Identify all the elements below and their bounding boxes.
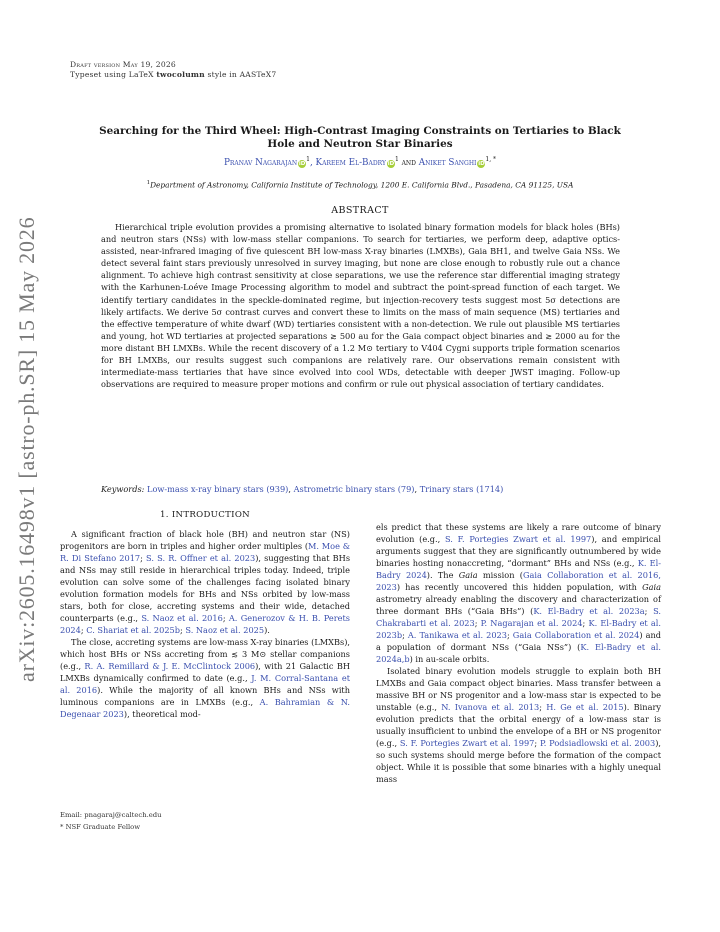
text-run: ). While the majority of all known BHs and NSs with luminous companions are in LMXBs (e.g., (60, 685, 350, 707)
text-run: ; (140, 553, 147, 563)
draft-version-line: Draft version May 19, 2026 (70, 60, 176, 69)
author-3[interactable]: Aniket Sanghi (418, 157, 477, 168)
keyword-separator: , (414, 484, 420, 494)
paragraph (60, 528, 350, 636)
typeset-style: twocolumn (156, 70, 205, 79)
text-run: ), theoretical mod- (123, 709, 201, 719)
right-column (376, 521, 661, 785)
citation-link[interactable]: S. F. Portegies Zwart et al. 1997 (444, 534, 592, 544)
text-run: ; (222, 613, 229, 623)
citation-link[interactable]: Gaia Collaboration et al. 2024 (512, 630, 640, 640)
author-list: Pranav Nagarajan $iD^1$, Kareem El-Badry $iD^1$ and Aniket Sanghi $iD^{1, *}$ (223, 156, 497, 168)
text-run: ; (582, 618, 589, 628)
paper-title: Searching for the Third Wheel: High-Contrast Imaging Constraints on Tertiaries to Black Hole and Neutron Star Binaries (99, 125, 621, 150)
author-2[interactable]: Kareem El-Badry (315, 157, 386, 168)
citation-link[interactable]: M. Moe & R. Di Stefano 2017 (60, 541, 351, 563)
typeset-suffix: style in AASTeX7 (204, 70, 277, 79)
footnote-marker: * (60, 822, 64, 831)
citation-link[interactable]: K. El-Badry et al. 2023b (376, 618, 661, 640)
citation-link[interactable]: R. A. Remillard & J. E. McClintock 2006 (84, 661, 256, 671)
left-column (60, 528, 350, 720)
footnote-email: Email: pnagaraj@caltech.edu (60, 811, 162, 819)
affiliation-text: Department of Astronomy, California Institute of Technology, 1200 E. California Blvd., Pasadena, CA 91125, USA (150, 180, 574, 190)
text-run: mission ( (477, 570, 523, 580)
abstract-body: Hierarchical triple evolution provides a promising alternative to isolated binary formation models for black holes (BHs) and neutron stars (NSs) with low-mass stellar companions. To search for tertiaries, we perform deep, adaptive optics-assisted, near-infrared imaging of five quiescent BH low-mass X-ray binaries (LMXBs), Gaia BH1, and twelve Gaia NSs. We detect several faint stars previously unresolved in survey imaging, but none are close enough to robustly rule out a chance alignment. To achieve high contrast sensitivity at close separations, we use the reference star differential imaging strategy with the Karhunen-Loéve Image Processing algorithm to model and subtract the point-spread function of each target. We identify tertiary candidates in the speckle-dominated regime, but injection-recovery tests suggest most 5σ detections are likely artifacts. We derive 5σ contrast curves and convert these to limits on the mass of main sequence (MS) tertiaries and the effective temperature of white dwarf (WD) tertiaries consistent with a non-detection. We rule out plausible MS tertiaries and young, hot WD tertiaries at projected separations ≳ 500 au for the Gaia compact object binaries and ≳ 2000 au for the more distant BH LMXBs. While the recent discovery of a 1.2 M⊙ tertiary to V404 Cygni supports triple formation scenarios for BH LMXBs, our results suggest such companions are relatively rare. Our observations remain consistent with intermediate-mass tertiaries that have since evolved into cool WDs, detectable with deeper JWST imaging. Follow-up observations are required to measure proper motions and confirm or rule out physical association of tertiary candidates. (101, 222, 620, 390)
author-3-affil: 1, * (485, 156, 497, 163)
typeset-latex: LaTeX (128, 70, 154, 79)
text-run: ; (534, 738, 540, 748)
abstract-heading: ABSTRACT (331, 205, 389, 216)
footnotes (60, 810, 162, 833)
citation-link[interactable]: Gaia Collaboration et al. 2016, 2023 (376, 570, 661, 592)
citation-link[interactable]: S. Chakrabarti et al. 2023 (376, 606, 661, 628)
text-run: els predict that these systems are likely a rare outcome of binary evolution (e.g., (376, 522, 661, 544)
text-run: ; (539, 702, 547, 712)
text-run: ; (180, 625, 186, 635)
citation-link[interactable]: H. Ge et al. 2015 (546, 702, 624, 712)
typeset-prefix: Typeset using (70, 70, 129, 79)
citation-link[interactable]: P. Nagarajan et al. 2024 (480, 618, 583, 628)
text-run: ), with 21 Galactic BH LMXBs dynamically confirmed to date (e.g., (60, 661, 350, 683)
author-and: and (401, 157, 416, 168)
text-run: ; (402, 630, 408, 640)
citation-link[interactable]: S. F. Portegies Zwart et al. 1997 (399, 738, 535, 748)
text-run: ) and a population of dormant NSs (“Gaia NSs”) ( (376, 630, 661, 652)
text-run: ; (80, 625, 87, 635)
text-run: ), suggesting that BHs and NSs may still reside in hierarchical triples today. Indeed, triple evolution can solve some of the challenges facing isolated binary evolution formation models for BHs and NSs orbited by low-mass stars, both for close, accreting systems and their wide, detached counterparts (e.g., (60, 553, 351, 623)
text-run: ) has recently uncovered this hidden population, with (396, 582, 643, 592)
text-run: ). The (426, 570, 459, 580)
author-2-affil: 1 (394, 156, 399, 163)
paragraph (376, 521, 661, 665)
author-1-affil: 1 (306, 156, 310, 163)
citation-link[interactable]: P. Podsiadlowski et al. 2003 (539, 738, 656, 748)
citation-link[interactable]: A. Tanikawa et al. 2023 (407, 630, 507, 640)
text-run: ) in au-scale orbits. (409, 654, 490, 664)
affiliation (90, 180, 630, 189)
text-run: ; (644, 606, 654, 616)
typeset-line (70, 70, 276, 80)
citation-link[interactable]: S. Naoz et al. 2016 (141, 613, 223, 623)
keyword-link[interactable]: Astrometric binary stars (79) (293, 484, 415, 494)
citation-link[interactable]: N. Ivanova et al. 2013 (441, 702, 540, 712)
citation-link[interactable]: A. Generozov & H. B. Perets 2024 (60, 613, 350, 635)
text-run: ; (506, 630, 513, 640)
text-run: ), so such systems should merge before the formation of the compact object. While it is possible that some binaries with a highly unequal mass (376, 738, 661, 784)
citation-link[interactable]: K. El-Badry et al. 2024a,b (376, 642, 661, 664)
keywords-line (101, 484, 620, 494)
citation-link[interactable]: C. Shariat et al. 2025b (86, 625, 180, 635)
orcid-icon[interactable]: iD (387, 160, 395, 167)
keyword-link[interactable]: Low-mass x-ray binary stars (939) (147, 484, 289, 494)
section-heading-introduction: 1. INTRODUCTION (160, 510, 250, 520)
text-run: Isolated binary evolution models struggle to explain both BH LMXBs and Gaia compact object binaries. Mass transfer between a massive BH or NS progenitor and a low-mass star is expected to be unstable (e.g., (376, 666, 661, 712)
arxiv-stamp[interactable]: arXiv:2605.16498v1 [astro-ph.SR] 15 May 2026 (14, 216, 39, 682)
affiliation-number: 1 (146, 180, 151, 186)
citation-link[interactable]: S. S. R. Offner et al. 2023 (146, 553, 256, 563)
citation-link[interactable]: K. El-Badry 2024 (376, 558, 661, 580)
orcid-icon[interactable]: iD (298, 160, 306, 167)
paragraph (376, 665, 661, 785)
text-run: A significant fraction of black hole (BH) and neutron star (NS) progenitors are born in triples and higher order multiples ( (60, 529, 350, 551)
text-run: ; (474, 618, 481, 628)
paragraph (60, 636, 350, 720)
keyword-link[interactable]: Trinary stars (1714) (419, 484, 504, 494)
italic-text: Gaia (458, 570, 478, 580)
italic-text: Gaia (642, 582, 661, 592)
keyword-separator: , (288, 484, 294, 494)
text-run: astrometry already enabling the discovery and characterization of three dormant BHs (“Gaia BHs”) ( (376, 594, 661, 616)
citation-link[interactable]: J. M. Corral-Santana et al. 2016 (60, 673, 351, 695)
footnote-fellow (60, 822, 162, 834)
citation-link[interactable]: K. El-Badry et al. 2023a (533, 606, 645, 616)
citation-link[interactable]: A. Bahramian & N. Degenaar 2023 (60, 697, 350, 719)
keywords-label: Keywords: (101, 484, 145, 494)
orcid-icon[interactable]: iD (478, 160, 485, 167)
text-run: ). Binary evolution predicts that the orbital energy of a low-mass star is usually insufficient to unbind the envelope of a BH or NS progenitor (e.g., (376, 702, 661, 748)
text-run: ), and empirical arguments suggest that they are significantly outnumbered by wide binaries hosting nonaccreting, “dormant” BHs and NSs (e.g., (376, 534, 662, 568)
text-run: ). (264, 625, 270, 635)
footnote-fellow-text: NSF Graduate Fellow (63, 822, 141, 831)
citation-link[interactable]: S. Naoz et al. 2025 (185, 625, 265, 635)
text-run: The close, accreting systems are low-mass X-ray binaries (LMXBs), which host BHs or NSs accreting from ≲ 3 M⊙ stellar companions (e.g., (60, 637, 350, 671)
author-1[interactable]: Pranav Nagarajan (223, 157, 298, 168)
